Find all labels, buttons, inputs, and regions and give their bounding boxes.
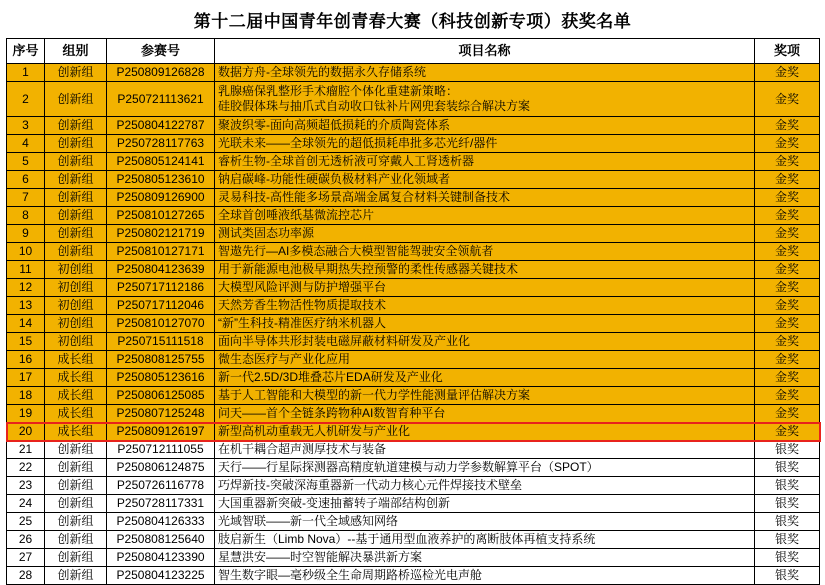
cell-project-name: 新型高机动重载无人机研发与产业化 [215, 423, 755, 441]
cell-group: 初创组 [45, 333, 107, 351]
cell-group: 创新组 [45, 495, 107, 513]
cell-group: 成长组 [45, 423, 107, 441]
cell-project-name [215, 82, 755, 117]
cell-group: 创新组 [45, 513, 107, 531]
cell-award: 银奖 [755, 459, 820, 477]
cell-award: 金奖 [755, 207, 820, 225]
cell-award: 金奖 [755, 135, 820, 153]
cell-project-name: 微生态医疗与产业化应用 [215, 351, 755, 369]
table-row [7, 513, 820, 531]
cell-project-name: 肢启新生（Limb Nova）--基于通用型血液养护的离断肢体再植支持系统 [215, 531, 755, 549]
cell-group: 成长组 [45, 387, 107, 405]
cell-award: 金奖 [755, 351, 820, 369]
table-row [7, 441, 820, 459]
cell-code: P250728117763 [107, 135, 215, 153]
cell-award: 金奖 [755, 189, 820, 207]
table-row [7, 207, 820, 225]
cell-group: 初创组 [45, 279, 107, 297]
cell-seq: 25 [7, 513, 45, 531]
table-row [7, 117, 820, 135]
table-body [7, 64, 820, 585]
cell-group: 初创组 [45, 261, 107, 279]
cell-project-name: 睿析生物-全球首创无透析液可穿戴人工肾透析器 [215, 153, 755, 171]
cell-seq: 13 [7, 297, 45, 315]
cell-seq: 7 [7, 189, 45, 207]
table-row [7, 351, 820, 369]
cell-award: 金奖 [755, 423, 820, 441]
column-header-seq: 序号 [7, 39, 45, 64]
cell-code: P250717112186 [107, 279, 215, 297]
cell-project-name: 星慧洪安——时空智能解决暴洪新方案 [215, 549, 755, 567]
cell-group: 创新组 [45, 207, 107, 225]
cell-project-name: 天行——行星际探测器高精度轨道建模与动力学参数解算平台（SPOT） [215, 459, 755, 477]
cell-group: 创新组 [45, 459, 107, 477]
table-row [7, 261, 820, 279]
page-title: 第十二届中国青年创青春大赛（科技创新专项）获奖名单 [193, 12, 632, 31]
cell-project-name: 基于人工智能和大模型的新一代力学性能测量评估解决方案 [215, 387, 755, 405]
cell-seq: 11 [7, 261, 45, 279]
cell-seq: 2 [7, 82, 45, 117]
cell-group: 创新组 [45, 171, 107, 189]
cell-code: P250804123639 [107, 261, 215, 279]
table-row [7, 82, 820, 117]
project-name-line1: 乳腺癌保乳整形手术瘤腔个体化重建新策略： [218, 84, 459, 98]
cell-project-name: 用于新能源电池极早期热失控预警的柔性传感器关键技术 [215, 261, 755, 279]
cell-group: 创新组 [45, 549, 107, 567]
cell-project-name: 天然芳香生物活性物质提取技术 [215, 297, 755, 315]
cell-award: 金奖 [755, 333, 820, 351]
cell-code: P250712111055 [107, 441, 215, 459]
cell-project-name: 测试类固态功率源 [215, 225, 755, 243]
cell-seq: 27 [7, 549, 45, 567]
cell-seq: 20 [7, 423, 45, 441]
cell-award: 金奖 [755, 405, 820, 423]
table-row [7, 495, 820, 513]
cell-award: 金奖 [755, 153, 820, 171]
cell-group: 创新组 [45, 243, 107, 261]
table-row [7, 405, 820, 423]
cell-group: 成长组 [45, 405, 107, 423]
cell-project-name: 智遨先行—AI多模态融合大模型智能驾驶安全领航者 [215, 243, 755, 261]
cell-code: P250809126828 [107, 64, 215, 82]
column-header-award: 奖项 [755, 39, 820, 64]
cell-code: P250807125248 [107, 405, 215, 423]
cell-group: 创新组 [45, 189, 107, 207]
cell-seq: 16 [7, 351, 45, 369]
cell-seq: 6 [7, 171, 45, 189]
cell-project-name: 面向半导体共形封装电磁屏蔽材料研发及产业化 [215, 333, 755, 351]
cell-code: P250715111518 [107, 333, 215, 351]
table-row [7, 243, 820, 261]
table-row [7, 459, 820, 477]
table-row [7, 297, 820, 315]
table-row [7, 387, 820, 405]
table-row [7, 189, 820, 207]
cell-group: 创新组 [45, 531, 107, 549]
cell-code: P250717112046 [107, 297, 215, 315]
cell-code: P250804126333 [107, 513, 215, 531]
cell-award: 金奖 [755, 64, 820, 82]
table-row [7, 153, 820, 171]
table-header [7, 39, 820, 64]
table-wrapper [6, 38, 819, 585]
table-row [7, 531, 820, 549]
cell-award: 金奖 [755, 297, 820, 315]
cell-project-name: 光域智联——新一代全域感知网络 [215, 513, 755, 531]
cell-code: P250802121719 [107, 225, 215, 243]
cell-group: 创新组 [45, 117, 107, 135]
cell-seq: 14 [7, 315, 45, 333]
cell-seq: 5 [7, 153, 45, 171]
cell-seq: 4 [7, 135, 45, 153]
cell-seq: 26 [7, 531, 45, 549]
cell-group: 成长组 [45, 351, 107, 369]
cell-code: P250806125085 [107, 387, 215, 405]
cell-code: P250721113621 [107, 82, 215, 117]
cell-project-name: 问天——首个全链条跨物种AI数智育种平台 [215, 405, 755, 423]
cell-code: P250806124875 [107, 459, 215, 477]
cell-code: P250804123225 [107, 567, 215, 585]
cell-seq: 10 [7, 243, 45, 261]
cell-code: P250805123616 [107, 369, 215, 387]
cell-group: 创新组 [45, 64, 107, 82]
cell-project-name: 聚波织零-面向高频超低损耗的介质陶瓷体系 [215, 117, 755, 135]
cell-code: P250728117331 [107, 495, 215, 513]
cell-award: 银奖 [755, 513, 820, 531]
cell-project-name: 数据方舟-全球领先的数据永久存储系统 [215, 64, 755, 82]
cell-project-name: 在机干耦合超声测厚技术与装备 [215, 441, 755, 459]
table-row [7, 423, 820, 441]
cell-code: P250809126900 [107, 189, 215, 207]
cell-group: 创新组 [45, 135, 107, 153]
cell-group: 初创组 [45, 297, 107, 315]
column-header-group: 组别 [45, 39, 107, 64]
cell-code: P250810127070 [107, 315, 215, 333]
cell-code: P250808125640 [107, 531, 215, 549]
cell-seq: 18 [7, 387, 45, 405]
cell-award: 金奖 [755, 279, 820, 297]
cell-award: 银奖 [755, 567, 820, 585]
cell-project-name: 智生数字眼—毫秒级全生命周期路桥巡检光电声舱 [215, 567, 755, 585]
cell-award: 银奖 [755, 549, 820, 567]
cell-award: 金奖 [755, 387, 820, 405]
cell-award: 金奖 [755, 82, 820, 117]
cell-code: P250804122787 [107, 117, 215, 135]
cell-seq: 19 [7, 405, 45, 423]
cell-group: 成长组 [45, 369, 107, 387]
cell-code: P250804123390 [107, 549, 215, 567]
cell-seq: 17 [7, 369, 45, 387]
cell-project-name: 新一代2.5D/3D堆叠芯片EDA研发及产业化 [215, 369, 755, 387]
cell-group: 创新组 [45, 225, 107, 243]
cell-project-name: 钠启碳峰-功能性硬碳负极材料产业化领域者 [215, 171, 755, 189]
cell-seq: 15 [7, 333, 45, 351]
cell-project-name: 全球首创唾液纸基微流控芯片 [215, 207, 755, 225]
table-header-row [7, 39, 820, 64]
cell-project-name: 大模型风险评测与防护增强平台 [215, 279, 755, 297]
cell-project-name: “新”生科技-精准医疗纳米机器人 [215, 315, 755, 333]
cell-group: 初创组 [45, 315, 107, 333]
cell-award: 金奖 [755, 369, 820, 387]
cell-code: P250810127265 [107, 207, 215, 225]
table-row [7, 549, 820, 567]
table-row [7, 333, 820, 351]
cell-award: 金奖 [755, 315, 820, 333]
cell-award: 金奖 [755, 243, 820, 261]
cell-award: 金奖 [755, 171, 820, 189]
cell-seq: 21 [7, 441, 45, 459]
cell-award: 银奖 [755, 495, 820, 513]
table-row [7, 369, 820, 387]
table-row [7, 171, 820, 189]
cell-code: P250805123610 [107, 171, 215, 189]
cell-project-name: 光联未来——全球领先的超低损耗串批多芯光纤/器件 [215, 135, 755, 153]
cell-seq: 8 [7, 207, 45, 225]
table-row [7, 135, 820, 153]
cell-project-name: 大国重器新突破-变速抽蓄转子端部结构创新 [215, 495, 755, 513]
column-header-name: 项目名称 [215, 39, 755, 64]
cell-project-name: 巧焊新技-突破深海重器新一代动力核心元件焊接技术壁垒 [215, 477, 755, 495]
cell-code: P250805124141 [107, 153, 215, 171]
table-row [7, 64, 820, 82]
cell-award: 金奖 [755, 261, 820, 279]
cell-seq: 3 [7, 117, 45, 135]
table-row [7, 567, 820, 585]
cell-award: 银奖 [755, 441, 820, 459]
cell-seq: 9 [7, 225, 45, 243]
table-row [7, 315, 820, 333]
cell-code: P250726116778 [107, 477, 215, 495]
cell-group: 创新组 [45, 153, 107, 171]
cell-code: P250808125755 [107, 351, 215, 369]
cell-seq: 1 [7, 64, 45, 82]
cell-seq: 23 [7, 477, 45, 495]
project-name-line2: 硅胶假体珠与抽爪式自动收口钛补片网兜套装综合解决方案 [218, 99, 531, 113]
cell-seq: 24 [7, 495, 45, 513]
cell-group: 创新组 [45, 477, 107, 495]
cell-award: 金奖 [755, 225, 820, 243]
cell-award: 银奖 [755, 531, 820, 549]
cell-seq: 22 [7, 459, 45, 477]
cell-code: P250809126197 [107, 423, 215, 441]
cell-group: 创新组 [45, 82, 107, 117]
award-list-table [6, 38, 820, 585]
cell-group: 创新组 [45, 567, 107, 585]
cell-code: P250810127171 [107, 243, 215, 261]
cell-award: 金奖 [755, 117, 820, 135]
cell-project-name: 灵易科技-高性能多场景高端金属复合材料关键制备技术 [215, 189, 755, 207]
table-row [7, 279, 820, 297]
cell-seq: 28 [7, 567, 45, 585]
column-header-code: 参赛号 [107, 39, 215, 64]
cell-seq: 12 [7, 279, 45, 297]
table-row [7, 477, 820, 495]
cell-group: 创新组 [45, 441, 107, 459]
table-row [7, 225, 820, 243]
cell-award: 银奖 [755, 477, 820, 495]
